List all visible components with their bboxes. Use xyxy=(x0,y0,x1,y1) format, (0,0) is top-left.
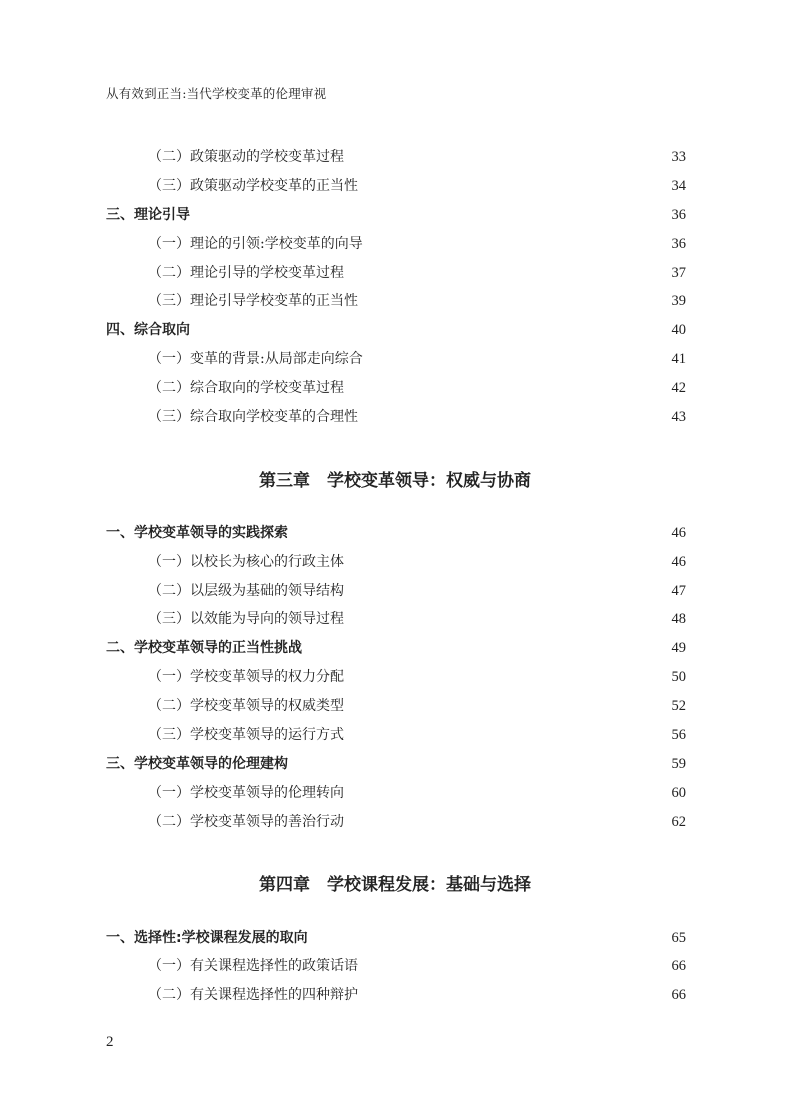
toc-entry[interactable] xyxy=(0,146,790,168)
toc-entry-label: （一）变革的背景:从局部走向综合 xyxy=(148,351,363,367)
toc-entry-label: （一）以校长为核心的行政主体 xyxy=(148,554,344,570)
toc-entry-page: 39 xyxy=(671,293,686,309)
toc-section[interactable] xyxy=(0,319,790,341)
toc-entry-label: （二）政策驱动的学校变革过程 xyxy=(148,149,344,165)
toc-entry[interactable] xyxy=(0,695,790,717)
running-head: 从有效到正当:当代学校变革的伦理审视 xyxy=(106,86,327,101)
toc-section-label: 二、学校变革领导的正当性挑战 xyxy=(106,640,302,656)
toc-section[interactable] xyxy=(0,522,790,544)
toc-entry[interactable] xyxy=(0,290,790,312)
toc-entry-label: （二）学校变革领导的权威类型 xyxy=(148,698,344,714)
toc-section[interactable] xyxy=(0,753,790,775)
toc-entry-page: 50 xyxy=(671,669,686,685)
toc-entry[interactable] xyxy=(0,262,790,284)
toc-entry-page: 33 xyxy=(671,149,686,165)
toc-section-label: 一、选择性:学校课程发展的取向 xyxy=(106,930,308,946)
toc-entry[interactable] xyxy=(0,782,790,804)
toc-entry-label: （一）学校变革领导的权力分配 xyxy=(148,669,344,685)
toc-entry-page: 37 xyxy=(671,265,686,281)
toc-entry[interactable] xyxy=(0,551,790,573)
toc-entry-page: 41 xyxy=(671,351,686,367)
toc-entry[interactable] xyxy=(0,233,790,255)
toc-entry[interactable] xyxy=(0,377,790,399)
toc-section-page: 65 xyxy=(671,930,686,946)
chapter-heading[interactable]: 第四章 学校课程发展：基础与选择 xyxy=(259,875,531,895)
toc-entry[interactable] xyxy=(0,811,790,833)
toc-section-label: 三、学校变革领导的伦理建构 xyxy=(106,756,288,772)
toc-entry-label: （二）有关课程选择性的四种辩护 xyxy=(148,987,358,1003)
toc-section-label: 三、理论引导 xyxy=(106,207,190,223)
toc-section[interactable] xyxy=(0,637,790,659)
toc-entry-page: 43 xyxy=(671,409,686,425)
toc-entry[interactable] xyxy=(0,175,790,197)
toc-section-page: 46 xyxy=(671,525,686,541)
toc-entry-page: 60 xyxy=(671,785,686,801)
toc-entry-label: （三）学校变革领导的运行方式 xyxy=(148,727,344,743)
toc-section-page: 49 xyxy=(671,640,686,656)
toc-section[interactable] xyxy=(0,204,790,226)
toc-entry-page: 42 xyxy=(671,380,686,396)
toc-section-page: 40 xyxy=(671,322,686,338)
toc-entry[interactable] xyxy=(0,608,790,630)
toc-entry[interactable] xyxy=(0,348,790,370)
page-number: 2 xyxy=(106,1034,114,1050)
toc-entry-label: （三）政策驱动学校变革的正当性 xyxy=(148,178,358,194)
toc-entry-label: （二）理论引导的学校变革过程 xyxy=(148,265,344,281)
toc-entry-label: （二）综合取向的学校变革过程 xyxy=(148,380,344,396)
toc-entry-page: 66 xyxy=(671,958,686,974)
toc-entry-page: 36 xyxy=(671,236,686,252)
toc-entry-label: （一）学校变革领导的伦理转向 xyxy=(148,785,344,801)
toc-entry-page: 66 xyxy=(671,987,686,1003)
toc-entry-page: 47 xyxy=(671,583,686,599)
toc-entry-label: （三）以效能为导向的领导过程 xyxy=(148,611,344,627)
toc-entry-page: 34 xyxy=(671,178,686,194)
toc-entry[interactable] xyxy=(0,955,790,977)
toc-entry[interactable] xyxy=(0,406,790,428)
toc-entry[interactable] xyxy=(0,984,790,1006)
toc-entry-label: （一）理论的引领:学校变革的向导 xyxy=(148,236,363,252)
toc-entry[interactable] xyxy=(0,580,790,602)
toc-entry-page: 52 xyxy=(671,698,686,714)
toc-section-label: 四、综合取向 xyxy=(106,322,190,338)
toc-entry-label: （一）有关课程选择性的政策话语 xyxy=(148,958,358,974)
toc-section-label: 一、学校变革领导的实践探索 xyxy=(106,525,288,541)
toc-entry[interactable] xyxy=(0,724,790,746)
toc-entry[interactable] xyxy=(0,666,790,688)
toc-section-page: 59 xyxy=(671,756,686,772)
toc-section[interactable] xyxy=(0,927,790,949)
toc-entry-page: 62 xyxy=(671,814,686,830)
toc-entry-label: （三）理论引导学校变革的正当性 xyxy=(148,293,358,309)
toc-section-page: 36 xyxy=(671,207,686,223)
toc-entry-label: （三）综合取向学校变革的合理性 xyxy=(148,409,358,425)
toc-entry-label: （二）以层级为基础的领导结构 xyxy=(148,583,344,599)
toc-entry-page: 46 xyxy=(671,554,686,570)
toc-entry-label: （二）学校变革领导的善治行动 xyxy=(148,814,344,830)
toc-entry-page: 48 xyxy=(671,611,686,627)
toc-entry-page: 56 xyxy=(671,727,686,743)
chapter-heading[interactable]: 第三章 学校变革领导：权威与协商 xyxy=(259,471,531,491)
